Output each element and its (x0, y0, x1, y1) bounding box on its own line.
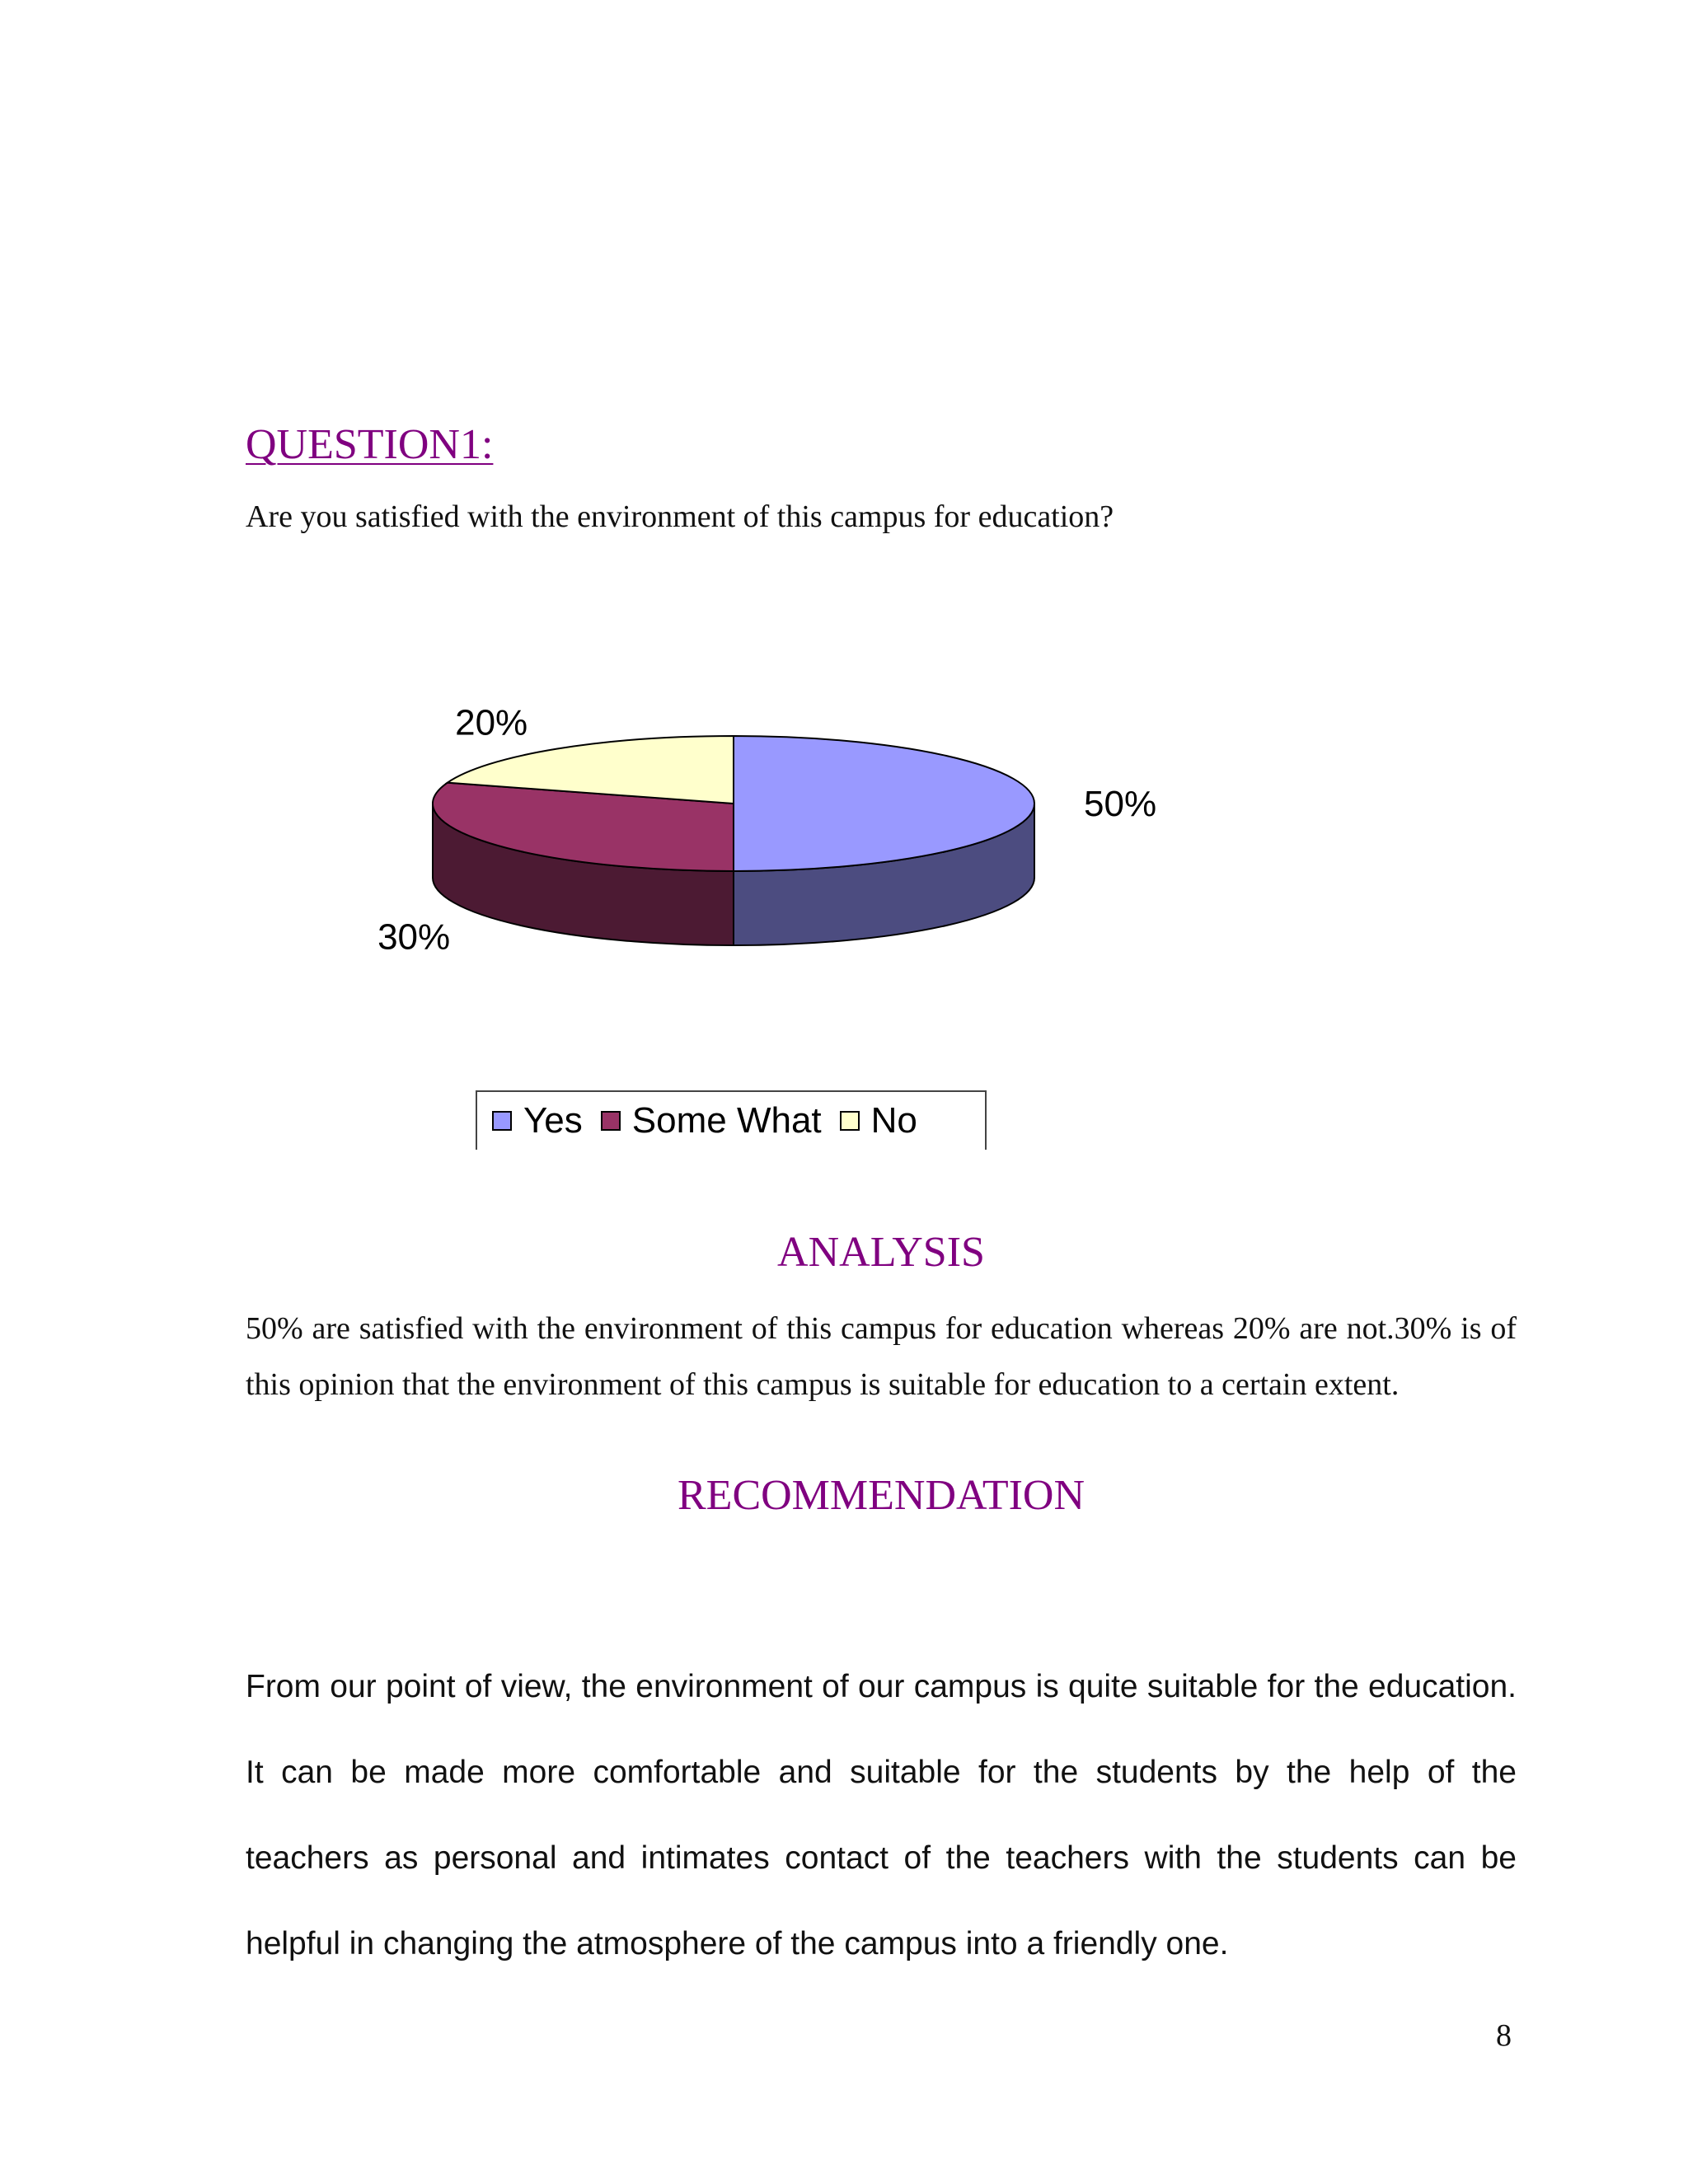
legend-label-no: No (870, 1100, 917, 1141)
pie-chart (0, 0, 1688, 1030)
recommendation-heading: RECOMMENDATION (678, 1472, 1085, 1519)
pie-label-no: 20% (455, 702, 528, 743)
question-text: Are you satisfied with the environment of this campus for education? (246, 499, 1114, 534)
legend-item-yes (492, 1100, 583, 1141)
legend-swatch-no (840, 1111, 860, 1131)
legend-label-some-what: Some What (631, 1100, 822, 1141)
chart-legend (476, 1090, 987, 1150)
question-heading: QUESTION1: (246, 421, 494, 468)
analysis-text: 50% are satisfied with the environment of this campus for education whereas 20% are not.30% is of this opinion that the environment of this campus is suitable for education to a certain extent. (246, 1311, 1517, 1402)
legend-item-some-what (601, 1100, 822, 1141)
legend-swatch-some-what (601, 1111, 621, 1131)
analysis-heading: ANALYSIS (777, 1229, 985, 1276)
legend-label-yes: Yes (523, 1100, 583, 1141)
pie-tops (433, 736, 1034, 871)
recommendation-text: From our point of view, the environment of our campus is quite suitable for the education. It can be made more comfortable and suitable for the students by the help of the teachers as personal and intimates contact of the teachers with the students can be helpful in changing the atmosphere of the campus into a friendly one. (246, 1669, 1517, 1961)
pie-label-some-what: 30% (377, 916, 451, 958)
page-number: 8 (1496, 2018, 1512, 2053)
pie-label-yes: 50% (1084, 784, 1157, 824)
legend-item-no (840, 1100, 917, 1141)
legend-swatch-yes (492, 1111, 512, 1131)
